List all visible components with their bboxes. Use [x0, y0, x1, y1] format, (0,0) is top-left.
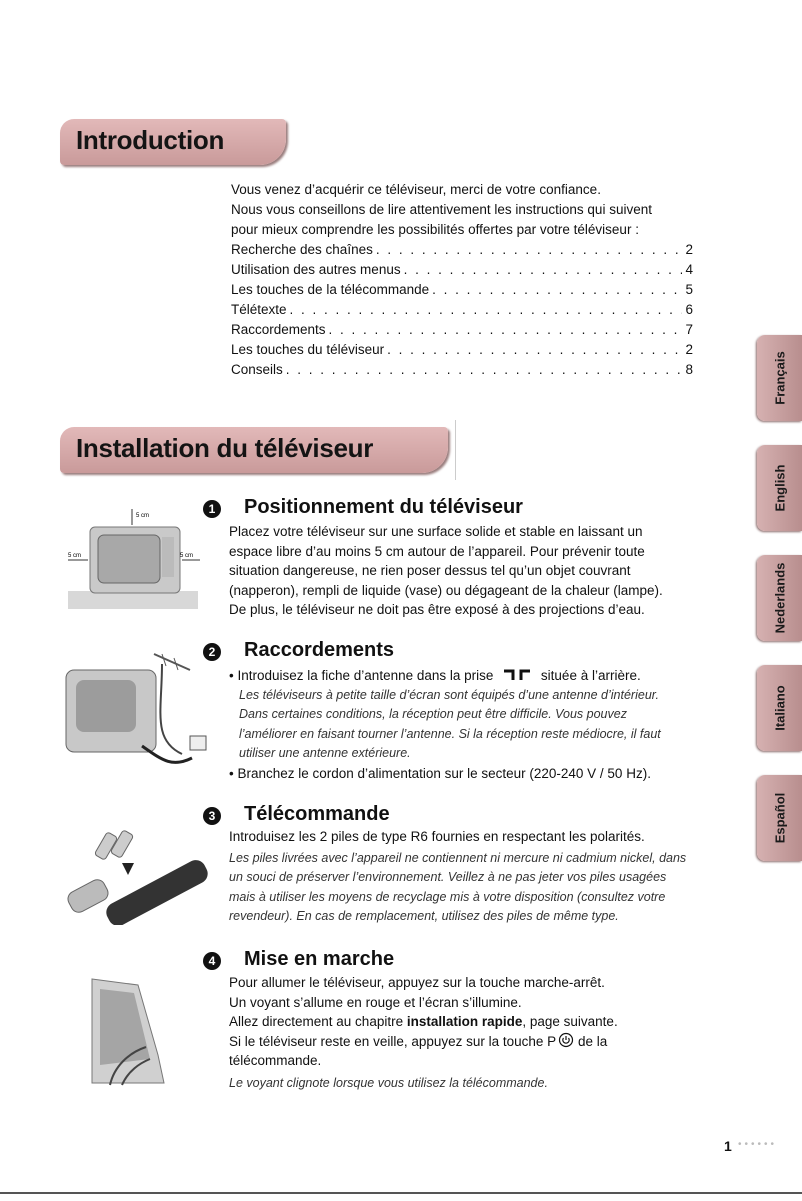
toc-entry[interactable]	[231, 320, 693, 340]
tab-label: English	[772, 464, 787, 512]
toc-label: Conseils	[231, 362, 283, 377]
table-of-contents	[231, 240, 693, 380]
dim-label-left: 5 cm	[68, 553, 82, 559]
vertical-divider	[455, 420, 456, 480]
installation-banner	[60, 427, 448, 473]
remote-batteries-illustration	[62, 825, 210, 925]
toc-entry[interactable]	[231, 300, 693, 320]
tab-label: Español	[772, 792, 787, 844]
body-line	[229, 1012, 699, 1032]
italic-note-line: revendeur). En cas de remplacement, utilisez des piles de même type.	[229, 909, 619, 923]
installation-title: Installation du téléviseur	[76, 433, 374, 463]
section-number-4: 4	[203, 952, 221, 970]
toc-entry[interactable]	[231, 240, 693, 260]
section-body-raccordements	[229, 666, 699, 783]
toc-label: Les touches de la télécommande	[231, 282, 430, 297]
intro-text	[231, 180, 693, 240]
body-line: espace libre d’au moins 5 cm autour de l’appareil. Pour prévenir toute	[229, 543, 645, 559]
toc-page: 5	[685, 282, 693, 297]
toc-page: 4	[685, 262, 693, 277]
section-number-3: 3	[203, 807, 221, 825]
bullet-antenna	[229, 666, 699, 686]
tab-label: Nederlands	[772, 562, 787, 634]
section-body-telecommande	[229, 827, 699, 927]
section-title-positionnement: Positionnement du téléviseur	[244, 496, 523, 518]
antenna-socket-icon	[503, 669, 531, 681]
intro-line: pour mieux comprendre les possibilités offertes par votre téléviseur :	[231, 222, 639, 237]
introduction-banner	[60, 119, 286, 165]
toc-page: 8	[685, 362, 693, 377]
bottom-rule	[0, 1192, 802, 1194]
tab-english[interactable]	[757, 445, 802, 531]
section-title-mise-en-marche: Mise en marche	[244, 948, 395, 970]
page-dots-decoration: ••••••	[738, 1139, 778, 1150]
toc-entry[interactable]	[231, 360, 693, 380]
bullet-antenna-text: • Introduisez la fiche d’antenne dans la prise	[229, 668, 494, 683]
body-line: (napperon), rempli de liquide (vase) ou dégageant de la chaleur (lampe).	[229, 582, 663, 598]
introduction-title: Introduction	[76, 125, 225, 155]
tab-francais[interactable]	[757, 335, 802, 421]
toc-label: Télétexte	[231, 302, 287, 317]
bullet-antenna-text-end: située à l’arrière.	[540, 668, 641, 683]
body-text: Allez directement au chapitre	[229, 1014, 407, 1029]
intro-line: Nous vous conseillons de lire attentivement les instructions qui suivent	[231, 202, 652, 217]
toc-entry[interactable]	[231, 280, 693, 300]
toc-entry[interactable]	[231, 260, 693, 280]
body-text: Si le téléviseur reste en veille, appuyez sur la touche P	[229, 1033, 557, 1049]
italic-note-line: utiliser une antenne extérieure.	[239, 746, 411, 760]
toc-page: 6	[685, 302, 693, 317]
italic-note-line: Le voyant clignote lorsque vous utilisez la télécommande.	[229, 1075, 548, 1090]
italic-note-line: Dans certaines conditions, la réception peut être difficile. Vous pouvez	[239, 707, 627, 721]
page-number: 1	[724, 1138, 732, 1154]
toc-label: Recherche des chaînes	[231, 242, 373, 257]
body-line: Introduisez les 2 piles de type R6 fournies en respectant les polarités.	[229, 829, 645, 844]
toc-page: 2	[685, 242, 693, 257]
antenna-connection-illustration	[62, 650, 210, 770]
toc-label: Les touches du téléviseur	[231, 342, 385, 357]
dim-label-top: 5 cm	[136, 513, 150, 519]
body-line	[229, 1032, 699, 1052]
standby-button-icon	[558, 1032, 574, 1048]
body-line: Placez votre téléviseur sur une surface solide et stable en laissant un	[229, 524, 643, 539]
body-text: de la	[574, 1033, 608, 1049]
section-body-mise-en-marche	[229, 973, 699, 1093]
body-line: situation dangereuse, ne rien poser dessus tel qu’un objet couvrant	[229, 563, 631, 578]
italic-note-line: Les piles livrées avec l’appareil ne contiennent ni mercure ni cadmium nickel, dans	[229, 850, 687, 865]
power-button-illustration	[88, 975, 168, 1087]
toc-entry[interactable]	[231, 340, 693, 360]
section-title-telecommande: Télécommande	[244, 803, 390, 825]
section-number-1: 1	[203, 500, 221, 518]
intro-line: Vous venez d’acquérir ce téléviseur, merci de votre confiance.	[231, 182, 601, 197]
bullet-power: • Branchez le cordon d’alimentation sur le secteur (220-240 V / 50 Hz).	[229, 765, 651, 781]
toc-label: Raccordements	[231, 322, 326, 337]
section-body-positionnement	[229, 522, 699, 620]
tab-label: Italiano	[772, 685, 787, 731]
chapter-link[interactable]: installation rapide	[406, 1014, 523, 1029]
toc-page: 7	[685, 322, 693, 337]
section-title-raccordements: Raccordements	[244, 639, 395, 661]
dim-label-right: 5 cm	[180, 553, 194, 559]
section-number-2: 2	[203, 643, 221, 661]
tv-positioning-illustration	[62, 505, 202, 613]
body-line: De plus, le téléviseur ne doit pas être exposé à des projections d’eau.	[229, 602, 645, 617]
body-line: télécommande.	[229, 1053, 322, 1068]
body-line: Pour allumer le téléviseur, appuyez sur la touche marche-arrêt.	[229, 975, 605, 990]
italic-note-line: mais à utiliser les moyens de recyclage mis à votre disposition (consultez votre	[229, 889, 666, 904]
italic-note-line: Les téléviseurs à petite taille d’écran sont équipés d’une antenne d’intérieur.	[239, 687, 659, 702]
tab-nederlands[interactable]	[757, 555, 802, 641]
italic-note-line: un souci de préserver l’environnement. Veillez à ne pas jeter vos piles usagées	[229, 870, 667, 884]
body-line: Un voyant s’allume en rouge et l’écran s’illumine.	[229, 994, 522, 1010]
toc-page: 2	[685, 342, 693, 357]
body-text: , page suivante.	[522, 1014, 618, 1029]
tab-italiano[interactable]	[757, 665, 802, 751]
tab-espanol[interactable]	[757, 775, 802, 861]
tab-label: Français	[772, 351, 787, 405]
toc-label: Utilisation des autres menus	[231, 262, 401, 277]
italic-note-line: l’améliorer en faisant tourner l’antenne. Si la réception reste médiocre, il faut	[239, 726, 661, 741]
